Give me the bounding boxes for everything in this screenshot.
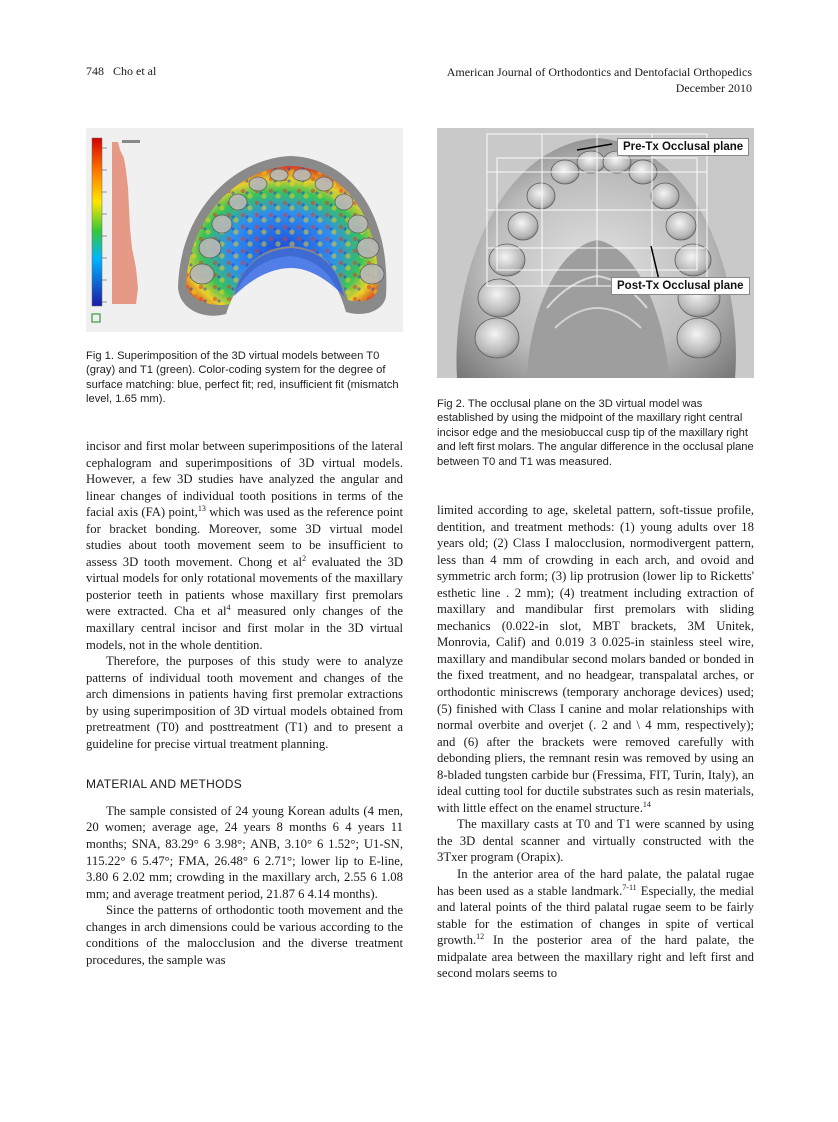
paragraph: The sample consisted of 24 young Korean adults (4 men, 20 women; average age, 24 years 8 months 6 4 years 11 months; SNA, 83.29° 6 3.98°; ANB, 3.10° 6 1.52°; U1-SN, 115.22° 6 5.47°; FMA, 26.48° 6 2.71°; lower lip to E-line, 3.80 6 2.02 mm; crowding in the maxillary arch, 2.55 6 1.08 mm; and average treatment period, 21.87 6 4.14 months).: [86, 803, 403, 901]
paragraph: In the anterior area of the hard palate, the palatal rugae has been used as a stable landmark.$^{7-11}$ Especially, the medial and lateral points of the third palatal rugae seem to be fairly stable for the estimation of changes in spite of vertical growth.$^{12}$ In the posterior area of the hard palate, the midpalate area between the maxillary right and left first and second molars seems to: [437, 867, 755, 981]
running-authors: Cho et al: [113, 64, 157, 78]
citation: 12: [476, 931, 485, 941]
paragraph: incisor and first molar between superimpositions of the lateral cephalogram and superimpositions of 3D virtual models. However, a few 3D studies have analyzed the angular and linear changes of individual tooth positions in terms of the facial axis (FA) point,$^{13}$ which was used as the reference point for bracket bonding. Moreover, some 3D virtual model studies about tooth movement seem to be insufficient to assess 3D tooth movement. Chong et $al^2$ evaluated the 3D virtual models for only rotational movements of the maxillary posterior teeth in patients whose maxillary first premolars were extracted. Cha et $al^4$ measured only changes of the maxillary central incisor and first molar in the 3D virtual models, not in the whole dentition.: [86, 439, 403, 652]
figure-1-caption: Fig 1. Superimposition of the 3D virtual models between T0 (gray) and T1 (green). Color-coding system for the degree of surface matching: blue, perfect fit; red, insufficient fit (mismatch level, 1.65 mm).: [86, 350, 399, 406]
running-header-right: [447, 64, 752, 96]
citation: 4: [226, 603, 231, 613]
journal-title: American Journal of Orthodontics and Dentofacial Orthopedics: [446, 65, 752, 79]
right-column: [437, 502, 754, 982]
occlusal-plane-model: [437, 128, 754, 378]
paragraph: The maxillary casts at T0 and T1 were scanned by using the 3D dental scanner and virtually constructed with the 3Txer program (Orapix).: [437, 817, 754, 865]
figure-2-image: [437, 128, 754, 378]
page-number: 748: [86, 64, 104, 78]
paragraph: limited according to age, skeletal pattern, soft-tissue profile, dentition, and treatment methods: (1) young adults over 18 years old; (2) Class I malocclusion, normodivergent pattern, less than 4 mm of crowding in each arch, and ovoid and symmetric arch form; (3) lip protrusion (lower lip to Ricketts' esthetic line . 2 mm); (4) treatment including extraction of maxillary and mandibular first premolars with sliding mechanics (0.022-in slot, MBT brackets, 3M Unitek, Monrovia, Calif) and 0.019 3 0.025-in stainless steel wire, maxillary and mandibular second molars banded or bonded in the fixed treatment, and no headgear, transpalatal arches, or orthodontic miniscrews (temporary anchorage devices) used; (5) finished with Class I canine and molar relationships with normal overbite and overjet (. 2 and \ 4 mm, respectively); and (6) after the brackets were removed carefully with debonding pliers, the remnant resin was removed by using an 8-bladed tungsten carbide bur (Fressima, FIT, Turin, Italy), an ideal cutting tool for ductile substrates such as resin materials, with little effect on the enamel structure.$^{14}$: [437, 503, 754, 815]
issue-date: December 2010: [675, 81, 752, 95]
citation: 14: [642, 799, 651, 809]
paragraph: Since the patterns of orthodontic tooth movement and the changes in arch dimensions could be various according to the conditions of the malocclusion and the diverse treatment procedures, the sample was: [86, 903, 403, 967]
post-tx-occlusal-plane-label: Post-Tx Occlusal plane: [611, 277, 750, 295]
left-column: [86, 438, 403, 968]
paragraph: Therefore, the purposes of this study were to analyze patterns of individual tooth movement and changes of the arch dimensions in patients having first premolar extractions by using superimposition of 3D virtual models obtained from pretreatment (T0) and posttreatment (T1) and to present a guideline for precise virtual treatment planning.: [86, 654, 403, 751]
figure-1-image: [86, 128, 403, 332]
pre-tx-occlusal-plane-label: Pre-Tx Occlusal plane: [617, 138, 749, 156]
figure-2-caption: Fig 2. The occlusal plane on the 3D virtual model was established by using the midpoint of the maxillary right central incisor edge and the mesiobuccal cusp tip of the maxillary right and left first molars. The angular difference in the occlusal plane between T0 and T1 was measured.: [437, 398, 754, 468]
citation: 2: [302, 553, 307, 563]
section-heading: MATERIAL AND METHODS: [86, 777, 243, 792]
running-header-left: [86, 64, 156, 79]
citation: 7-11: [622, 882, 637, 892]
citation: 13: [197, 503, 206, 513]
color-map-superimposition: [86, 128, 403, 332]
